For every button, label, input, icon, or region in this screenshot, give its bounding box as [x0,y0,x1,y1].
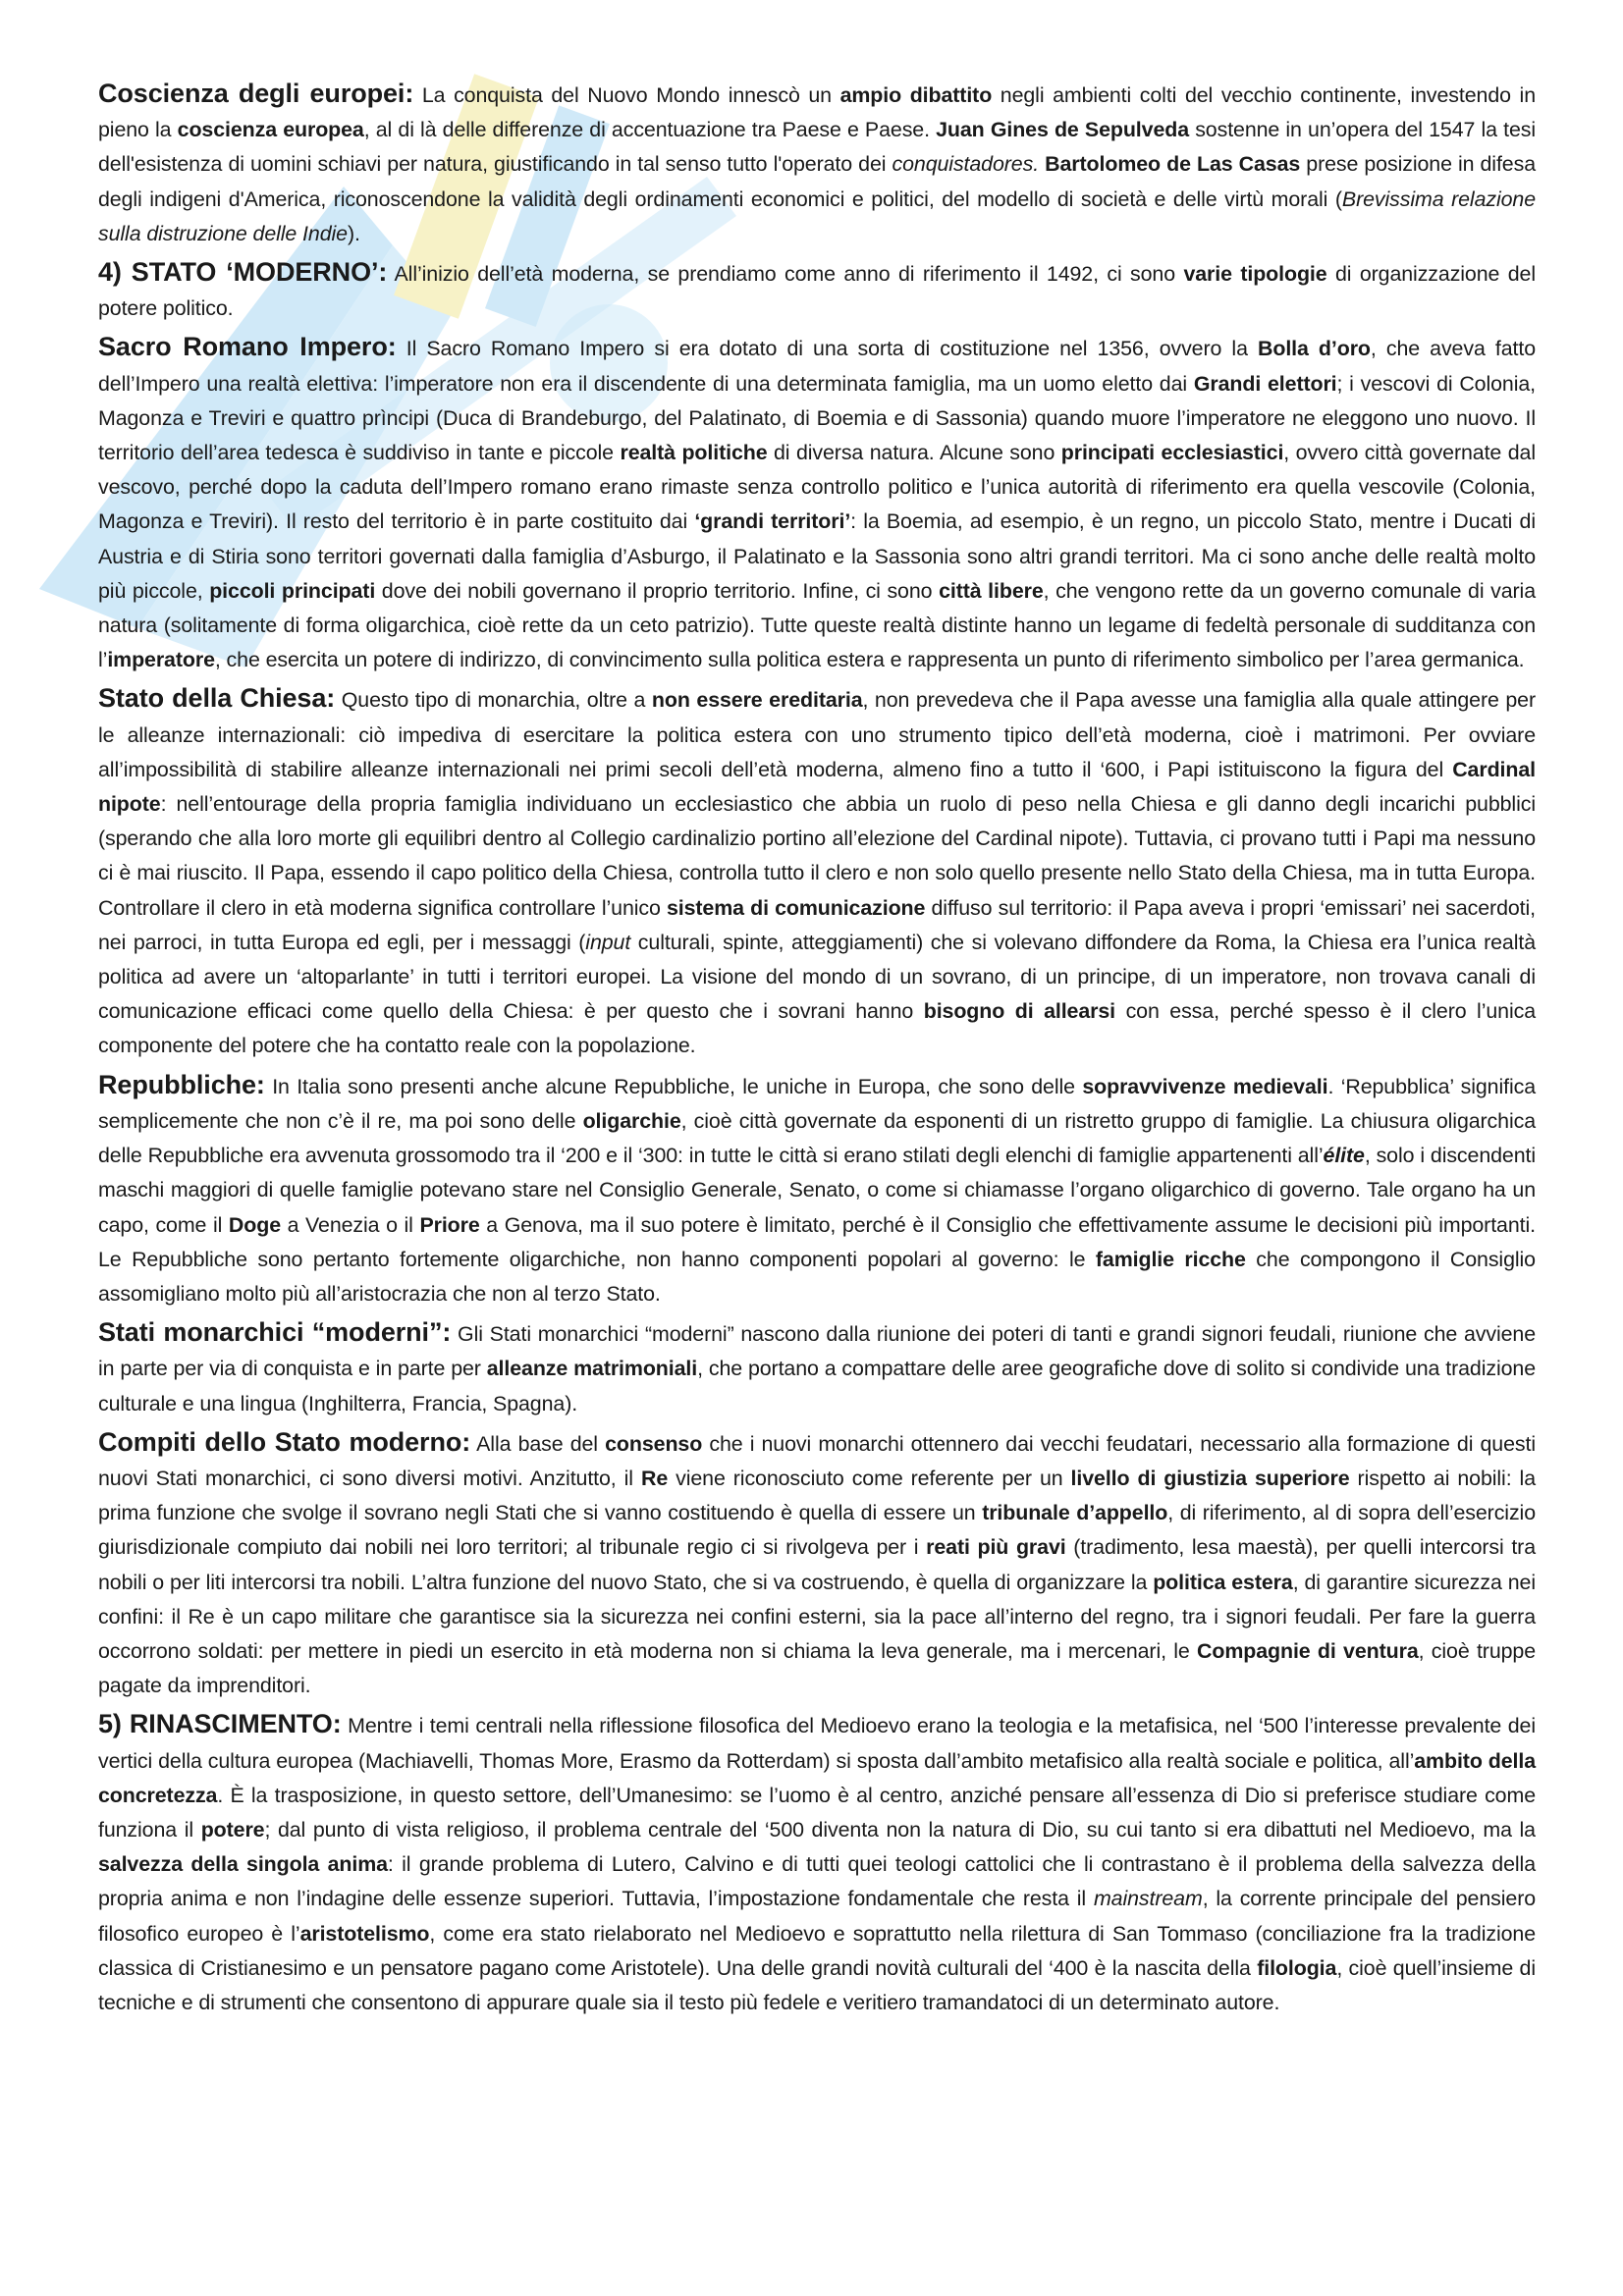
body-text: ; i vescovi di Colonia, Magonza e Treviri e quattro prìncipi (Duca di Brandeburgo, del Palatinato, di Boemia e di Sassonia) quando muore l’imperatore ne eleggono uno nuovo. Il territorio dell’area tedesca è suddiviso in tante e piccole [98,371,1536,465]
emphasis-text: ‘grandi territori’ [694,509,851,534]
body-text: rispetto ai nobili: la prima funzione che svolge il sovrano negli Stati che si vanno costituendo è quella di essere un [98,1466,1536,1525]
body-text: , cioè truppe pagate da imprenditori. [98,1638,1537,1698]
body-text: culturali, spinte, atteggiamenti) che si volevano diffondere da Roma, la Chiesa era l’unica realtà politica ad avere un ‘altoparlante’ in tutti i territori europei. La visione del mondo di un sovrano, di un principe, di un imperatore, non trovava canali di comunicazione efficaci come quello della Chiesa: è per questo che i sovrani hanno [98,930,1536,1024]
body-text: sostenne in un’opera del 1547 la tesi dell'esistenza di uomini schiavi per natura, giustificando in tal senso tutto l'operato dei [98,118,1537,177]
section-heading: Coscienza degli europei: [98,79,414,108]
document-page [98,77,1536,2024]
italic-text: input [585,930,631,954]
body-text: a Genova, ma il suo potere è limitato, perché è il Consiglio che effettivamente assume le decisioni più importanti. Le Repubbliche sono pertanto fortemente oligarchiche, non hanno componenti popolari al governo: le [98,1212,1536,1271]
body-text: viene riconosciuto come referente per un [668,1466,1071,1490]
body-text: , che portano a compattare delle aree geografiche dove di solito si condivide una tradizione culturale e una lingua (Inghilterra, Francia, Spagna). [98,1357,1537,1415]
body-text: , cioè città governate da esponenti di un ristretto gruppo di famiglie. La chiusura oligarchica delle Repubbliche era avvenuta grossomodo tra il ‘200 e il ‘300: in tutte le città si erano stilati degli elenchi di famiglie appartenenti all’ [98,1108,1536,1168]
paragraph-rinascimento [98,1707,1536,2020]
emphasis-text: politica estera [1153,1570,1293,1594]
paragraph-coscienza-europei [98,77,1536,251]
emphasis-text: aristotelismo [299,1921,430,1946]
emphasis-text: Compagnie di ventura [1197,1638,1419,1663]
emphasis-text: famiglie ricche [1095,1247,1246,1271]
section-heading: 5) RINASCIMENTO: [98,1709,342,1739]
emphasis-text: salvezza della singola anima [98,1852,388,1877]
body-text: . È la trasposizione, in questo settore, dell’Umanesimo: se l’uomo è al centro, anziché pensare all’essenza di Dio si preferisce studiare come funziona il [98,1783,1536,1842]
body-text: , come era stato rielaborato nel Medioevo e soprattutto nella rilettura di San Tommaso (conciliazione fra la tradizione classica di Cristianesimo e un pensatore pagano come Aristotele). Una delle grandi novità culturali del ‘400 è la nascita della [98,1921,1537,1980]
body-text: ; dal punto di vista religioso, il problema centrale del ‘500 diventa non la natura di Dio, su cui tanto si era dibattuti nel Medioevo, ma la [264,1817,1536,1842]
body-text: negli ambienti colti del vecchio continente, investendo in pieno la [98,83,1536,142]
emphasis-text: Cardinal nipote [98,757,1536,817]
emphasis-text: coscienza europea [177,118,364,142]
body-text: a Venezia o il [281,1212,420,1237]
italic-text: conquistadores. [892,152,1040,177]
body-text: Questo tipo di monarchia, oltre a [335,688,652,713]
body-text: dove dei nobili governano il proprio territorio. Infine, ci sono [375,578,940,603]
body-text: Mentre i temi centrali nella riflessione filosofica del Medioevo erano la teologia e la metafisica, nel ‘500 l’interesse prevalente dei vertici della cultura europea (Machiavelli, Thomas More, Erasmo da Rotterdam) si sposta dall’ambito metafisico alla realtà sociale e politica, all’ [98,1714,1536,1773]
paragraph-stati-monarchici [98,1315,1536,1421]
section-heading: 4) STATO ‘MODERNO’: [98,257,388,288]
body-text: (tradimento, lesa maestà), per quelli intercorsi tra nobili o per liti intercorsi tra nobili. L’altra funzione del nuovo Stato, che si va costruendo, è quella di organizzare la [98,1535,1536,1594]
emphasis-text: alleanze matrimoniali [486,1357,698,1381]
body-text: Il Sacro Romano Impero si era dotato di una sorta di costituzione nel 1356, ovvero la [396,337,1258,361]
body-text: che compongono il Consiglio assomigliano molto più all’aristocrazia che non al terzo Stato. [98,1247,1536,1306]
emphasis-text: sopravvivenze medievali [1082,1074,1328,1098]
body-text: All’inizio dell’età moderna, se prendiamo come anno di riferimento il 1492, ci sono [387,262,1184,287]
emphasis-text: ampio dibattito [839,83,993,107]
emphasis-text: città libere [939,578,1044,603]
paragraph-compiti-stato [98,1425,1536,1704]
body-text: prese posizione in difesa degli indigeni d'America, riconoscendone la validità degli ordinamenti economici e politici, del modello di società e delle virtù morali ( [98,152,1536,211]
section-heading: Sacro Romano Impero: [98,332,397,362]
emphasis-text: Grandi elettori [1193,371,1337,396]
paragraph-stato-della-chiesa [98,681,1536,1063]
body-text: con essa, perché spesso è il clero l’unica componente del potere che ha contatto reale con la popolazione. [98,999,1536,1058]
body-text: , cioè quell’insieme di tecniche e di strumenti che consentono di appurare quale sia il testo più fedele e veritiero tramandatoci di un determinato autore. [98,1955,1536,2014]
body-text: La conquista del Nuovo Mondo innescò un [413,83,840,107]
body-text: , ovvero città governate dal vescovo, perché dopo la caduta dell’Impero romano erano rimaste senza controllo politico e l’unica autorità di riferimento era quella vescovile (Colonia, Magonza e Treviri). Il resto del territorio è in parte costituito dai [98,441,1536,534]
section-heading: Stato della Chiesa: [98,683,336,714]
emphasis-text: principati ecclesiastici [1060,441,1284,465]
body-text: , non prevedeva che il Papa avesse una famiglia alla quale attingere per le alleanze internazionali: ciò impediva di esercitare la politica estera con uno strumento tipico dell’età moderna, cioè i matrimoni. Per ovviare all’impossibilità di stabilire alleanze internazionali nei primi secoli dell’età moderna, almeno fino a tutto il ‘600, i Papi istituiscono la figura del [98,688,1536,781]
body-text: , la corrente principale del pensiero filosofico europeo è l’ [98,1887,1537,1946]
emphasis-text: varie tipologie [1183,262,1327,287]
section-heading: Stati monarchici “moderni”: [98,1317,452,1348]
emphasis-text: bisogno di allearsi [923,999,1116,1024]
body-text: , di riferimento, al di sopra dell’esercizio giurisdizionale compiuto dai nobili nei loro territori; al tribunale regio ci si rivolgeva per i [98,1501,1536,1560]
emphasis-text: imperatore [107,648,215,672]
emphasis-text: tribunale d’appello [982,1501,1168,1525]
body-text: , che aveva fatto dell’Impero una realtà elettiva: l’imperatore non era il discendente di una determinata famiglia, ma un uomo eletto dai [98,337,1536,396]
emphasis-text: Juan Gines de Sepulveda [936,118,1190,142]
emphasis-text: realtà politiche [620,441,768,465]
body-text: , solo i discendenti maschi maggiori di quelle famiglie potevano stare nel Consiglio Generale, Senato, o come si chiamasse l’organo oligarchico di governo. Tale organo ha un capo, come il [98,1144,1537,1237]
emphasis-text: oligarchie [582,1108,681,1133]
body-text: che i nuovi monarchi ottennero dai vecchi feudatari, necessario alla formazione di questi nuovi Stati monarchici, ci sono diversi motivi. Anzitutto, il [98,1431,1536,1490]
emphasis-text: sistema di comunicazione [666,895,926,920]
emphasis-text: Doge [228,1212,281,1237]
section-heading: Repubbliche: [98,1069,265,1099]
emphasis-text: reati più gravi [926,1535,1066,1560]
body-text: , al di là delle differenze di accentuazione tra Paese e Paese. [363,118,937,142]
paragraph-repubbliche [98,1068,1536,1311]
body-text: . ‘Repubblica’ significa semplicemente che non c’è il re, ma poi sono delle [98,1074,1536,1133]
body-text: In Italia sono presenti anche alcune Repubbliche, le uniche in Europa, che sono delle [264,1074,1083,1098]
body-text: : la Boemia, ad esempio, è un regno, un piccolo Stato, mentre i Ducati di Austria e di Stiria sono territori governati dalla famiglia d’Asburgo, il Palatinato e la Sassonia sono altri grandi territori. Ma ci sono anche delle realtà molto più piccole, [98,509,1536,603]
body-text: Gli Stati monarchici “moderni” nascono dalla riunione dei poteri di tanti e grandi signori feudali, riunione che avviene in parte per via di conquista e in parte per [98,1322,1536,1381]
body-text: , di garantire sicurezza nei confini: il Re è un capo militare che garantisce sia la sicurezza nei confini esterni, sia la pace all’interno del regno, tra i signori feudali. Per fare la guerra occorrono soldati: per mettere in piedi un esercito in età moderna non si chiama la leva generale, ma i mercenari, le [98,1570,1536,1663]
section-heading: Compiti dello Stato moderno: [98,1426,471,1457]
emphasis-text: Re [640,1466,669,1490]
emphasis-text: élite [1323,1144,1365,1168]
italic-text: mainstream [1093,1887,1203,1911]
emphasis-text: ambito della concretezza [98,1748,1536,1807]
emphasis-text: filologia [1257,1955,1337,1980]
body-text: di diversa natura. Alcune sono [767,441,1061,465]
emphasis-text: livello di giustizia superiore [1070,1466,1350,1490]
emphasis-text: Bartolomeo de Las Casas [1045,152,1301,177]
emphasis-text: Bolla d’oro [1258,337,1371,361]
emphasis-text: consenso [605,1431,703,1456]
body-text: Alla base del [470,1431,606,1456]
emphasis-text: piccoli principati [209,578,376,603]
emphasis-text: potere [200,1817,265,1842]
paragraph-stato-moderno [98,255,1536,326]
body-text: diffuso sul territorio: il Papa aveva i propri ‘emissari’ nei sacerdoti, nei parroci, in tutta Europa ed egli, per i messaggi ( [98,895,1537,954]
body-text: , che vengono rette da un governo comunale di varia natura (solitamente di forma oligarchica, cioè rette da un ceto patrizio). Tutte queste realtà distinte hanno un legame di fedeltà personale di sudditanza con l’ [98,578,1536,672]
italic-text: Brevissima relazione sulla distruzione delle Indie [98,187,1536,245]
emphasis-text: Priore [419,1212,480,1237]
body-text: , che esercita un potere di indirizzo, di convincimento sulla politica estera e rappresenta un punto di riferimento simbolico per l’area germanica. [214,648,1525,672]
body-text: di organizzazione del potere politico. [98,262,1536,321]
body-text: : il grande problema di Lutero, Calvino e di tutti quei teologi cattolici che li contrastano è il problema della salvezza della propria anima e non l’indagine delle essenze superiori. Tuttavia, l’impostazione fondamentale che resta il [98,1852,1536,1911]
emphasis-text: non essere ereditaria [651,688,863,713]
body-text: ). [347,221,360,245]
body-text: : nell’entourage della propria famiglia individuano un ecclesiastico che abbia un ruolo di peso nella Chiesa e gli danno degli incarichi pubblici (sperando che alla loro morte gli equilibri dentro al Collegio cardinalizio portino all’elezione del Cardinal nipote). Tuttavia, ci provano tutti i Papi ma nessuno ci è mai riuscito. Il Papa, essendo il capo politico della Chiesa, controlla tutto il clero e non solo quello presente nello Stato della Chiesa, ma in tutta Europa. Controllare il clero in età moderna significa controllare l’unico [98,792,1536,920]
paragraph-sacro-romano-impero [98,330,1536,677]
